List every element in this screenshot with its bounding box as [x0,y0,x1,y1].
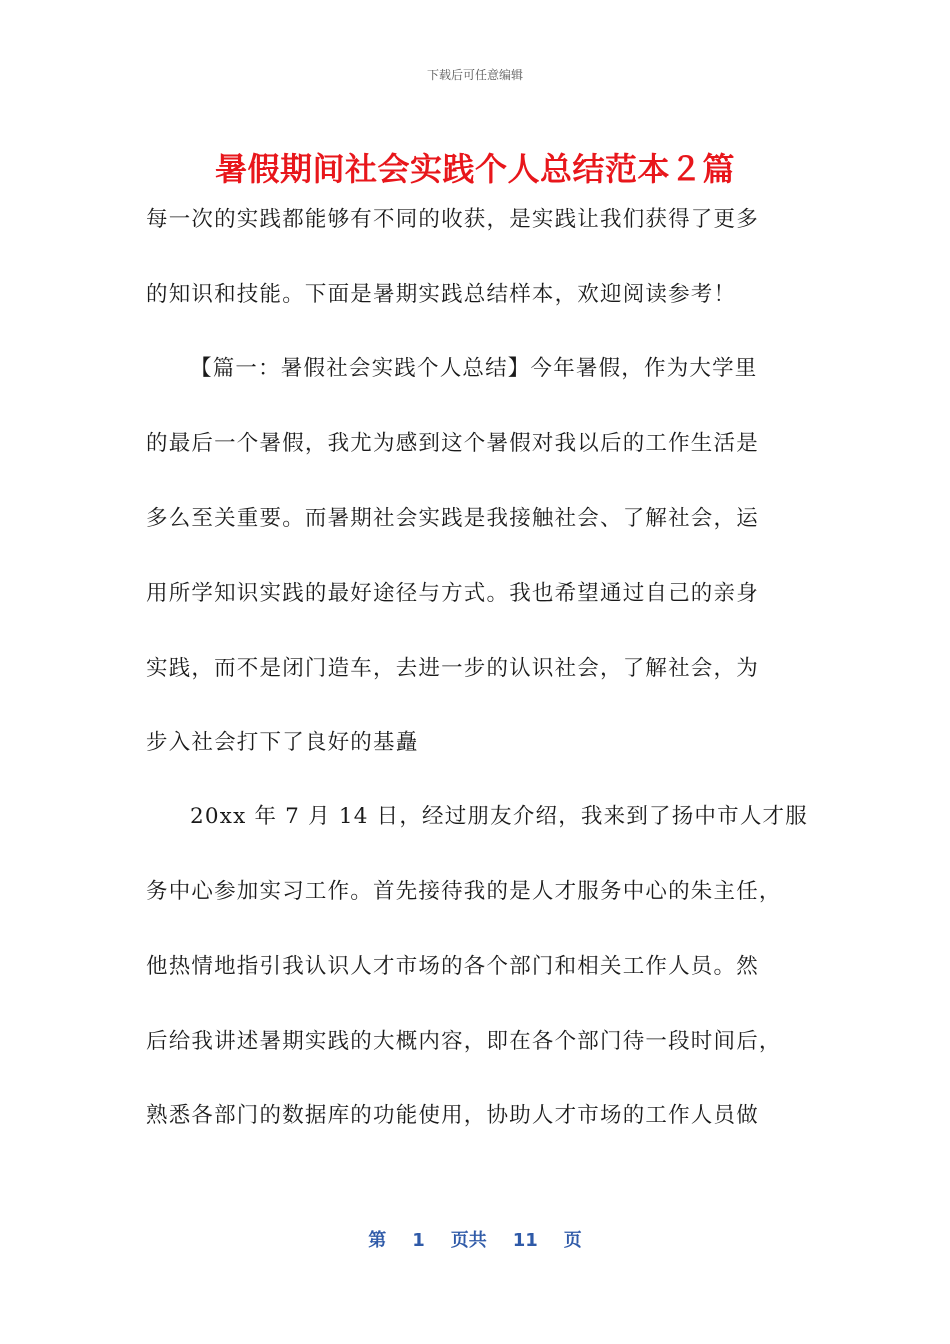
body-line: 步入社会打下了良好的基矗 [146,730,419,755]
document-title: 暑假期间社会实践个人总结范本２篇 [214,150,735,188]
body-line: 多么至关重要。而暑期社会实践是我接触社会、了解社会，运 [146,506,759,531]
footer-suffix: 页 [563,1230,582,1251]
footer-total-pages: 11 [512,1230,538,1251]
body-line: 实践，而不是闭门造车，去进一步的认识社会，了解社会，为 [146,656,759,681]
body-line: 他热情地指引我认识人才市场的各个部门和相关工作人员。然 [146,954,759,979]
footer-middle: 页共 [450,1230,487,1251]
body-line: 务中心参加实习工作。首先接待我的是人才服务中心的朱主任， [146,879,782,904]
body-line: 【篇一：暑假社会实践个人总结】今年暑假，作为大学里 [190,356,758,381]
footer-prefix: 第 [368,1230,387,1251]
body-line: 每一次的实践都能够有不同的收获，是实践让我们获得了更多 [146,207,759,232]
footer-page-number: 1 [412,1230,425,1251]
body-line: 的最后一个暑假，我尤为感到这个暑假对我以后的工作生活是 [146,431,759,456]
body-line: 后给我讲述暑期实践的大概内容，即在各个部门待一段时间后， [146,1029,782,1054]
body-line: 用所学知识实践的最好途径与方式。我也希望通过自己的亲身 [146,581,759,606]
page-footer [0,1226,950,1252]
body-line: 20xx 年 7 月 14 日，经过朋友介绍，我来到了扬中市人才服 [190,804,808,829]
body-line: 的知识和技能。下面是暑期实践总结样本，欢迎阅读参考！ [146,282,737,307]
header-note: 下载后可任意编辑 [426,68,523,82]
body-line: 熟悉各部门的数据库的功能使用，协助人才市场的工作人员做 [146,1103,759,1128]
